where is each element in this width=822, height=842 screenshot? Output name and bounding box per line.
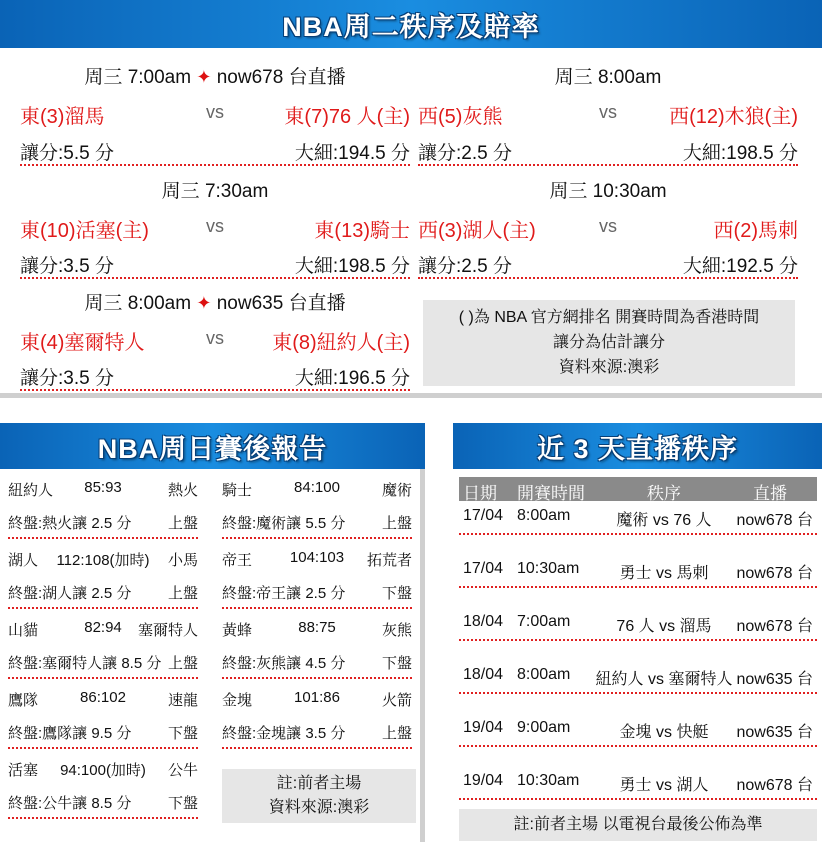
sched-tv: now635 台 [736,671,813,688]
score: 82:94 [84,619,122,636]
odds-line [20,249,410,279]
over-under: 大細:192.5 分 [682,256,798,277]
verdict: 上盤 [167,515,198,532]
score: 86:102 [80,689,126,706]
sched-time: 9:00am [517,719,571,736]
vs-label: vs [599,216,617,236]
verdict: 下盤 [167,725,198,742]
handicap: 讓分:3.5 分 [20,368,114,389]
results-title-banner [0,423,425,469]
handicap: 讓分:5.5 分 [20,143,114,164]
matchup [20,326,410,356]
sched-date: 17/04 [463,560,504,577]
sched-time: 8:00am [517,507,571,524]
team-a: 紐約人 [8,482,54,499]
team-a: 騎士 [222,482,253,499]
schedule-row [459,558,817,588]
note-line: 資料來源:澳彩 [268,799,370,816]
schedule-note: 註:前者主場 以電視台最後公佈為準 [459,809,817,841]
home-team: 西(2)馬刺 [713,220,798,242]
final-line: 終盤:湖人讓 2.5 分 [8,585,132,602]
sched-time: 10:30am [517,772,580,789]
away-team: 西(5)灰熊 [418,106,503,128]
matchup [418,214,798,244]
team-b: 魔術 [381,482,412,499]
sched-time: 8:00am [517,666,571,683]
team-b: 小馬 [167,552,198,569]
handicap: 讓分:2.5 分 [418,143,512,164]
game-time: 周三 8:00am [554,67,662,88]
score: 112:108(加時) [56,552,150,569]
final-line: 終盤:熱火讓 2.5 分 [8,515,132,532]
team-a: 帝王 [222,552,253,569]
score: 84:100 [294,479,340,496]
sched-time: 7:00am [517,613,571,630]
results-title: NBA周日賽後報告 [97,433,328,464]
matchup [418,100,798,130]
team-b: 熱火 [167,482,198,499]
final-line: 終盤:公牛讓 8.5 分 [8,795,132,812]
sched-date: 18/04 [463,613,504,630]
sched-date: 19/04 [463,772,504,789]
away-team: 東(3)溜馬 [20,106,105,128]
odds-panel [0,48,822,398]
note-line: ( )為 NBA 官方網排名 開賽時間為香港時間 [458,309,760,326]
vs-label: vs [206,102,224,122]
odds-line [20,136,410,166]
final-line: 終盤:帝王讓 2.5 分 [222,585,346,602]
team-b: 火箭 [381,692,412,709]
vs-label: vs [599,102,617,122]
sched-game: 魔術 vs 76 人 [616,512,712,529]
sched-game: 76 人 vs 溜馬 [616,618,712,635]
result-final-row [222,644,412,679]
result-score-row [222,679,412,714]
verdict: 上盤 [381,725,412,742]
schedule-title-banner [453,423,822,469]
over-under: 大細:196.5 分 [294,368,410,389]
sched-game: 勇士 vs 馬刺 [619,565,709,582]
game-time: 周三 7:00am ✦ now678 台直播 [84,67,346,88]
results-note [222,769,416,823]
handicap: 讓分:2.5 分 [418,256,512,277]
final-line: 終盤:灰熊讓 4.5 分 [222,655,346,672]
score: 94:100(加時) [60,762,146,779]
schedule-panel [453,469,822,842]
sched-game: 紐約人 vs 塞爾特人 [595,671,733,688]
final-line: 終盤:塞爾特人讓 8.5 分 [8,655,162,672]
result-score-row [8,609,198,644]
over-under: 大細:198.5 分 [682,143,798,164]
away-team: 西(3)湖人(主) [418,220,536,242]
sched-date: 18/04 [463,666,504,683]
odds-line [418,136,798,166]
team-a: 山貓 [8,622,39,639]
schedule-row [459,611,817,641]
final-line: 終盤:金塊讓 3.5 分 [222,725,346,742]
home-team: 東(13)騎士 [314,220,410,242]
result-score-row [222,469,412,504]
handicap: 讓分:3.5 分 [20,256,114,277]
sched-date: 19/04 [463,719,504,736]
note-line: 讓分為估計讓分 [552,334,665,351]
team-a: 活塞 [8,762,39,779]
sched-game: 勇士 vs 湖人 [619,777,709,794]
team-b: 速龍 [167,692,198,709]
team-a: 黃蜂 [222,622,253,639]
odds-note [423,300,795,386]
result-final-row [8,714,198,749]
team-b: 拓荒者 [366,552,412,569]
final-line: 終盤:魔術讓 5.5 分 [222,515,346,532]
team-a: 鷹隊 [8,692,39,709]
result-final-row [222,714,412,749]
main-title-banner [0,0,822,48]
results-panel [0,469,425,842]
header-time: 開賽時間 [517,484,585,503]
score: 88:75 [298,619,336,636]
schedule-row [459,770,817,800]
verdict: 下盤 [167,795,198,812]
game-time: 周三 10:30am [549,181,667,202]
vs-label: vs [206,328,224,348]
result-final-row [222,504,412,539]
matchup [20,214,410,244]
score: 101:86 [294,689,340,706]
team-b: 塞爾特人 [137,622,198,639]
note-line: 註:前者主場 [276,775,362,792]
sched-tv: now678 台 [736,565,813,582]
final-line: 終盤:鷹隊讓 9.5 分 [8,725,132,742]
verdict: 上盤 [381,515,412,532]
team-a: 湖人 [8,552,39,569]
team-b: 灰熊 [381,622,412,639]
note-line: 資料來源:澳彩 [558,359,660,376]
sched-tv: now678 台 [736,777,813,794]
result-score-row [8,749,198,784]
header-tv: 直播 [753,484,787,503]
over-under: 大細:198.5 分 [294,256,410,277]
verdict: 下盤 [381,655,412,672]
vs-label: vs [206,216,224,236]
verdict: 上盤 [167,585,198,602]
home-team: 東(7)76 人(主) [284,106,410,128]
result-score-row [8,679,198,714]
sched-date: 17/04 [463,507,504,524]
matchup [20,100,410,130]
result-score-row [8,469,198,504]
schedule-header [459,477,817,501]
schedule-row [459,717,817,747]
result-score-row [8,539,198,574]
away-team: 東(10)活塞(主) [20,220,149,242]
header-date: 日期 [463,484,497,503]
result-final-row [8,784,198,819]
score: 85:93 [84,479,122,496]
away-team: 東(4)塞爾特人 [20,332,145,354]
result-final-row [8,504,198,539]
home-team: 西(12)木狼(主) [669,106,798,128]
team-b: 公牛 [167,762,198,779]
game-time: 周三 7:30am [161,181,269,202]
main-title: NBA周二秩序及賠率 [282,11,540,42]
schedule-row [459,505,817,535]
sched-tv: now678 台 [736,512,813,529]
schedule-title: 近 3 天直播秩序 [536,433,739,464]
odds-line [418,249,798,279]
schedule-row [459,664,817,694]
sched-game: 金塊 vs 快艇 [619,724,709,741]
result-score-row [222,539,412,574]
odds-line [20,361,410,391]
sched-time: 10:30am [517,560,580,577]
over-under: 大細:194.5 分 [294,143,410,164]
result-final-row [222,574,412,609]
result-final-row [8,574,198,609]
result-score-row [222,609,412,644]
home-team: 東(8)紐約人(主) [272,332,410,354]
sched-tv: now678 台 [736,618,813,635]
verdict: 下盤 [381,585,412,602]
game-time: 周三 8:00am ✦ now635 台直播 [84,293,346,314]
sched-tv: now635 台 [736,724,813,741]
result-final-row [8,644,198,679]
score: 104:103 [289,549,345,566]
tv-logo-icon: ✦ [196,293,212,313]
team-a: 金塊 [222,692,253,709]
verdict: 上盤 [167,655,198,672]
tv-logo-icon: ✦ [196,67,212,87]
header-game: 秩序 [647,484,681,503]
